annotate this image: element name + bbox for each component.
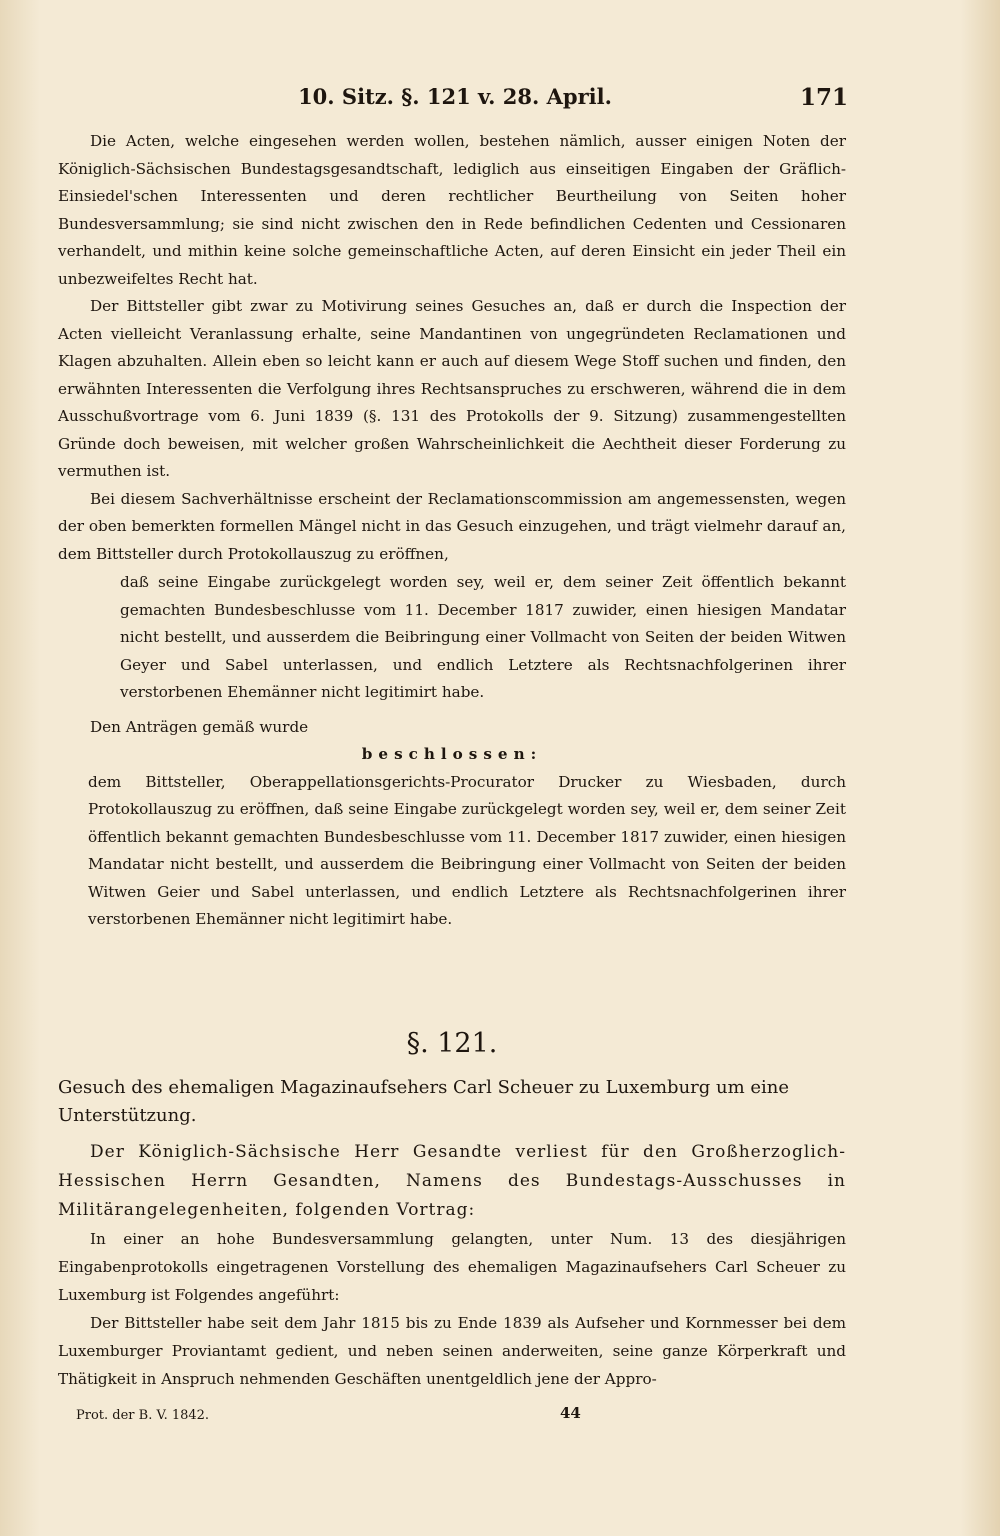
main-text: [58, 128, 846, 934]
paragraph: Der Bittsteller habe seit dem Jahr 1815 bis zu Ende 1839 als Aufseher und Kornmesser bei dem Luxemburger Proviantamt gedient, und neben seinen anderweiten, seine ganze Körperkraft und Thätigkeit in Anspruch nehmenden Geschäften unentgeldlich jene der Appro-: [58, 1314, 846, 1388]
resolution-text: dem Bittsteller, Oberappellationsgerichts-Procurator Drucker zu Wiesbaden, durch Protokollauszug zu eröffnen, daß seine Eingabe zurückgelegt worden sey, weil er, dem seiner Zeit öffentlich bekannt gemachten Bundesbeschlusse vom 11. December 1817 zuwider, einen hiesigen Mandatar nicht bestellt, und ausserdem die Beibringung einer Vollmacht von Seiten der beiden Witwen Geier und Sabel unterlassen, und endlich Letztere als Rechtsnachfolgerinen ihrer verstorbenen Ehemänner nicht legitimirt habe.: [88, 772, 846, 928]
resolution-keyword: beschlossen:: [361, 745, 543, 763]
paragraph: Der Bittsteller gibt zwar zu Motivirung seines Gesuches an, daß er durch die Inspection der Acten vielleicht Veranlassung erhalte, seine Mandantinen von ungegründeten Reclamationen und Klagen abzuhalten. Allein eben so leicht kann er auch auf diesem Wege Stoff suchen und finden, den erwähnten Interessenten die Verfolgung ihres Rechtsanspruches zu erschweren, während die in dem Ausschußvortrage vom 6. Juni 1839 (§. 131 des Protokolls der 9. Sitzung) zusammengestellten Gründe doch beweisen, mit welcher großen Wahrscheinlichkeit die Aechtheit dieser Forderung zu vermuthen ist.: [58, 297, 846, 480]
quoted-motion: daß seine Eingabe zurückgelegt worden sey, weil er, dem seiner Zeit öffentlich bekannt gemachten Bundesbeschlusse vom 11. December 1817 zuwider, einen hiesigen Mandatar nicht bestellt, und ausserdem die Beibringung einer Vollmacht von Seiten der beiden Witwen Geyer und Sabel unterlassen, und endlich Letztere als Rechtsnachfolgerinen ihrer verstorbenen Ehemänner nicht legitimirt habe.: [120, 573, 846, 701]
paragraph: Die Acten, welche eingesehen werden wollen, bestehen nämlich, ausser einigen Noten der Königlich-Sächsischen Bundestagsgesandtschaft, lediglich aus einseitigen Eingaben der Gräflich-Einsiedel'schen Interessenten und deren rechtlicher Beurtheilung von Seiten hoher Bundesversammlung; sie sind nicht zwischen den in Rede befindlichen Cedenten und Cessionaren verhandelt, und mithin keine solche gemeinschaftliche Acten, auf deren Einsicht ein jeder Theil ein unbezweifeltes Recht hat.: [58, 132, 846, 288]
running-head: 10. Sitz. §. 121 v. 28. April.: [298, 84, 612, 109]
paragraph: In einer an hohe Bundesversammlung gelangten, unter Num. 13 des diesjährigen Eingabenprotokolls eingetragenen Vorstellung des ehemaligen Magazinaufsehers Carl Scheuer zu Luxemburg ist Folgendes angeführt:: [58, 1230, 846, 1304]
section-text: [58, 1138, 846, 1393]
paragraph: Bei diesem Sachverhältnisse erscheint der Reclamationscommission am angemessensten, wegen der oben bemerkten formellen Mängel nicht in das Gesuch einzugehen, und trägt vielmehr darauf an, dem Bittsteller durch Protokollauszug zu eröffnen,: [58, 489, 846, 563]
section-lead: Der Königlich-Sächsische Herr Gesandte verliest für den Großherzoglich-Hessischen Herrn Gesandten, Namens des Bundestags-Ausschusses in Militärangelegenheiten, folgenden Vortrag:: [58, 1142, 846, 1220]
resolution-intro: Den Anträgen gemäß wurde: [90, 717, 309, 736]
sheet-signature: 44: [560, 1404, 581, 1422]
section-number: §. 121.: [406, 1028, 498, 1059]
page-number: 171: [799, 84, 848, 111]
footer-source: Prot. der B. V. 1842.: [76, 1408, 210, 1423]
section-heading: Gesuch des ehemaligen Magazinaufsehers Carl Scheuer zu Luxemburg um eine Unterstützung.: [58, 1077, 790, 1126]
